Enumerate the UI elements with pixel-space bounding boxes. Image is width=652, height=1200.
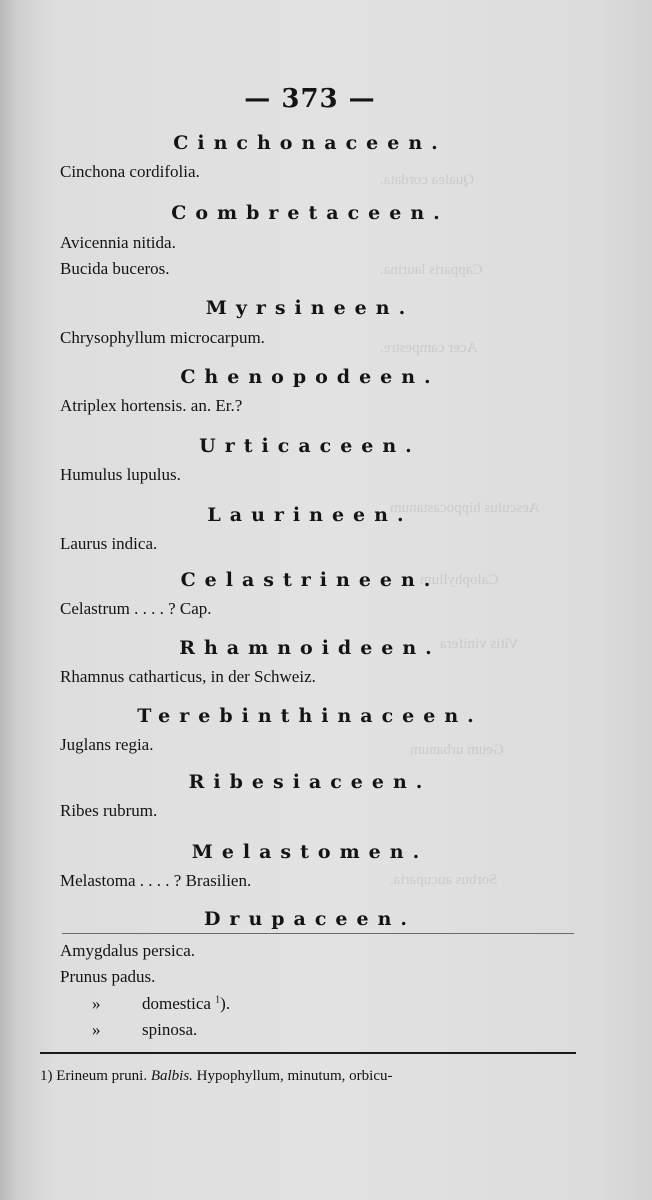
show-through-text: Vitis vinifera [440, 636, 519, 652]
footnote-rule [40, 1052, 576, 1054]
species-entry: Laurus indica. [60, 534, 158, 553]
show-through-text: Calophyllum [420, 572, 499, 588]
species-entry: Juglans regia. [60, 735, 154, 754]
show-through-text: Aesculus hippocastanum [390, 500, 540, 516]
family-heading-combretaceen: Combretaceen. [171, 202, 449, 224]
species-entry: Atriplex hortensis. an. Er.? [60, 396, 243, 415]
footnote [40, 1068, 393, 1085]
variety-entry [92, 1020, 197, 1040]
footnote-text: Hypophyllum, minutum, orbicu- [196, 1068, 393, 1084]
species-entry: Amygdalus persica. [60, 941, 196, 960]
species-entry: Melastoma . . . . ? Brasilien. [60, 871, 252, 890]
species-entry: Chrysophyllum microcarpum. [60, 328, 265, 347]
footnote-text: Erineum pruni. [56, 1068, 148, 1084]
family-heading-urticaceen: Urticaceen. [199, 435, 421, 457]
show-through-text: Acer campestre. [380, 340, 478, 356]
family-heading-rhamnoideen: Rhamnoideen. [179, 637, 441, 659]
family-heading-terebinthinaceen: Terebinthinaceen. [137, 705, 483, 727]
species-entry: Cinchona cordifolia. [60, 162, 200, 181]
ditto-mark: » [92, 994, 101, 1013]
show-through-text: Sorbus aucuparia. [390, 872, 498, 888]
page-number: — 373 — [244, 84, 376, 114]
footnote-reference: 1 [215, 994, 221, 1006]
show-through-text: Geum urbanum [410, 742, 504, 758]
species-entry: Avicennia nitida. [60, 233, 176, 252]
variety-name: spinosa. [142, 1020, 198, 1039]
ditto-mark: » [92, 1020, 101, 1039]
species-entry: Humulus lupulus. [60, 465, 181, 484]
species-entry: Celastrum . . . . ? Cap. [60, 599, 212, 618]
footnote-author: Balbis. [150, 1068, 193, 1084]
variety-name: domestica [142, 994, 216, 1013]
species-entry: Bucida buceros. [60, 259, 170, 278]
family-heading-myrsineen: Myrsineen. [205, 297, 415, 319]
section-divider [62, 933, 574, 934]
species-entry: Prunus padus. [60, 967, 156, 986]
family-heading-melastomen: Melastomen. [191, 841, 429, 863]
variety-entry [92, 994, 230, 1014]
family-heading-chenopodeen: Chenopodeen. [180, 366, 440, 388]
footnote-marker: 1) [40, 1068, 53, 1084]
family-heading-drupaceen: Drupaceen. [203, 908, 417, 930]
family-heading-laurineen: Laurineen. [207, 504, 413, 526]
variety-suffix: ). [220, 994, 231, 1013]
species-entry: Ribes rubrum. [60, 801, 158, 820]
family-heading-ribesiaceen: Ribesiaceen. [188, 771, 432, 793]
species-entry: Rhamnus catharticus, in der Schweiz. [60, 667, 316, 686]
show-through-text: Qualea cordata. [380, 172, 475, 188]
family-heading-celastrineen: Celastrineen. [180, 569, 440, 591]
family-heading-cinchonaceen: Cinchonaceen. [173, 132, 447, 154]
show-through-text: Capparis laurina. [380, 262, 483, 278]
